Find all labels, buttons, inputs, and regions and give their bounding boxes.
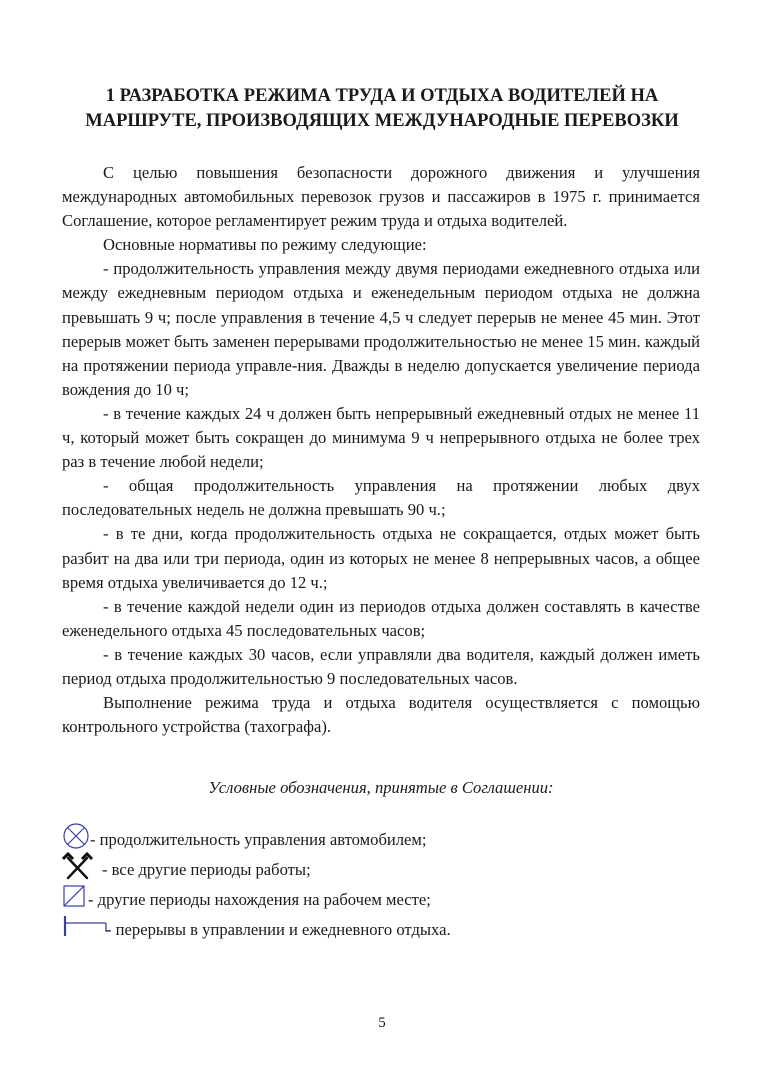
paragraph-tachograph: Выполнение режима труда и отдыха водителя осуществляется с помощью контрольного устройства (тахографа).: [62, 693, 700, 737]
page-title: [60, 84, 704, 134]
paragraph-rule-driving-duration: - продолжительность управления между двумя периодами ежедневного отдыха или между ежедневным периодом отдыха и еженедельным периодом отдыха не должна превышать 9 ч; после управления в течение 4,5 ч следует перерыв не менее 45 мин. Этот перерыв может быть заменен перерывами продолжительностью не менее 15 мин. каждый на протяжении периода управле-ния. Дважды в неделю допускается увеличение периода вождения до 10 ч;: [62, 259, 700, 399]
legend-text-driving: - продолжительность управления автомобилем;: [90, 830, 427, 849]
bed-bracket-icon: [62, 912, 112, 942]
crossed-hammers-icon: [62, 852, 96, 882]
title-line-2: МАРШРУТЕ, ПРОИЗВОДЯЩИХ МЕЖДУНАРОДНЫЕ ПЕРЕВОЗКИ: [85, 111, 679, 131]
body-text: [62, 161, 700, 739]
legend-text-workplace: - другие периоды нахождения на рабочем месте;: [88, 890, 431, 909]
page-number: 5: [378, 1015, 386, 1031]
paragraph-rule-split-rest: - в те дни, когда продолжительность отдыха не сокращается, отдых может быть разбит на два или три периода, один из которых не менее 8 непрерывных часов, а общее время отдыха увеличивается до 12 ч.;: [62, 524, 700, 592]
title-line-1: 1 РАЗРАБОТКА РЕЖИМА ТРУДА И ОТДЫХА ВОДИТЕЛЕЙ НА: [105, 86, 659, 106]
legend-text-rest: - перерывы в управлении и ежедневного отдыха.: [106, 920, 451, 939]
paragraph-norms-heading: Основные нормативы по режиму следующие:: [103, 235, 427, 255]
paragraph-rule-two-drivers: - в течение каждых 30 часов, если управляли два водителя, каждый должен иметь период отдыха продолжительностью 9 последовательных часов.: [62, 644, 700, 688]
paragraph-intro: С целью повышения безопасности дорожного движения и улучшения международных автомобильных перевозок грузов и пассажиров в 1975 г. принимается Соглашение, которое регламентирует режим труда и отдыха водителей.: [62, 163, 700, 231]
legend-caption: Условные обозначения, принятые в Соглашении:: [208, 778, 554, 797]
legend-text-other-work: - все другие периоды работы;: [102, 860, 311, 879]
paragraph-rule-weekly-rest: - в течение каждой недели один из периодов отдыха должен составлять в качестве еженедельного отдыха 45 последовательных часов;: [62, 596, 700, 640]
paragraph-rule-two-weeks: - общая продолжительность управления на протяжении любых двух последовательных недель не должна превышать 90 ч.;: [62, 476, 700, 520]
paragraph-rule-daily-rest: - в течение каждых 24 ч должен быть непрерывный ежедневный отдых не менее 11 ч, который может быть сокращен до минимума 9 ч непрерывного отдыха не более трех раз в течение любой недели;: [62, 403, 700, 472]
